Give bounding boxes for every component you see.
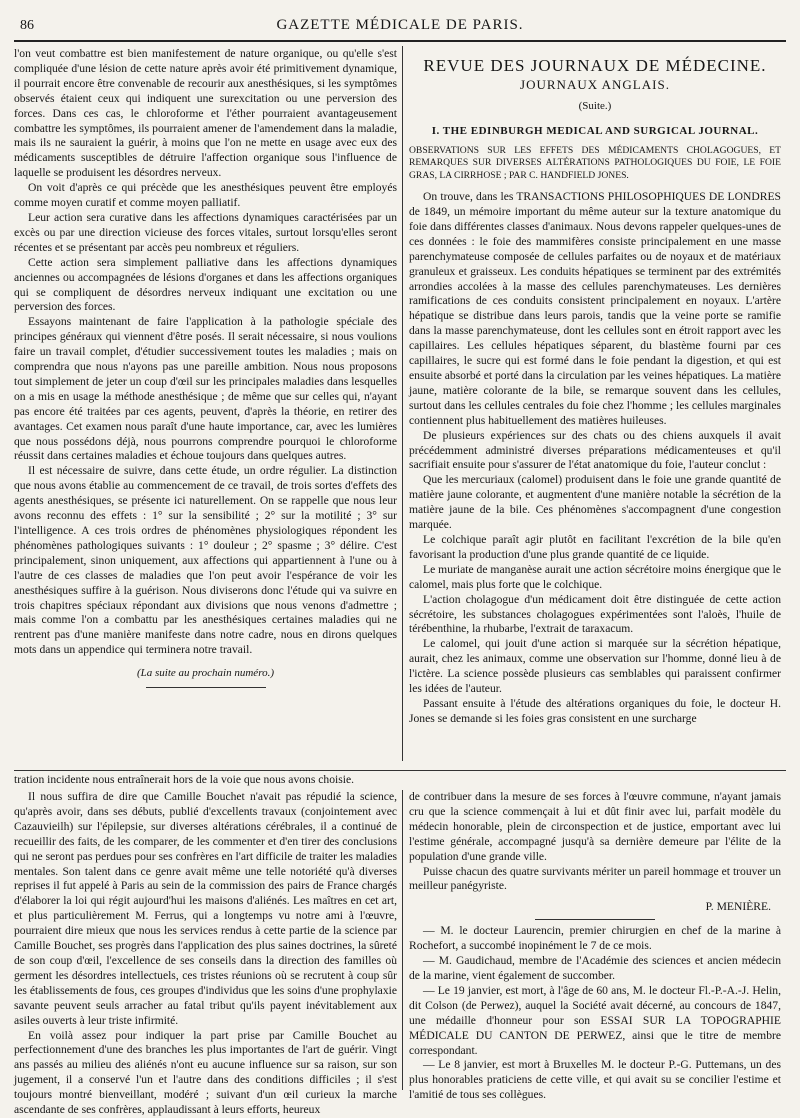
news-item: — M. Gaudichaud, membre de l'Académie des sciences et ancien médecin de la marine, vient également de succomber. [409, 954, 781, 982]
right-column-bottom [409, 790, 781, 1103]
paragraph: Puisse chacun des quatre survivants mériter un pareil hommage et trouver un meilleur panégyriste. [409, 864, 781, 893]
news-item: — M. le docteur Laurencin, premier chirurgien en chef de la marine à Rochefort, a succombé inopinément le 7 de ce mois. [409, 924, 781, 953]
paragraph: Il est nécessaire de suivre, dans cette étude, un ordre régulier. La distinction que nous avons établie au commencement de ce travail, de trois sortes d'effets des agents anesthésiques, se présente ici naturellement. On se rappelle que nous leur avons reconnu des effets : 1° sur la sensibilité ; 2° sur la motilité ; 3° sur l'intelligence. A ces trois ordres de phénomènes physiologiques répondent les phénomènes pathologiques suivants : 1° douleur ; 2° spasme ; 3° délire. C'est principalement, sinon uniquement, aux affections qui appartiennent à l'une ou à l'autre de ces classes de maladies que l'on peut avoir l'espérance de voir les anesthésiques suffire à la guérison. Nous diviserons donc l'étude qui va suivre en trois chapitres spéciaux répondant aux divisions que nous venons d'admettre ; mais comme l'on a combattu par les anesthésiques certaines maladies qui ne rentrent pas d'une manière manifeste dans notre cadre, nous en dirons quelques mots dans un appendice qui terminera notre travail. [14, 464, 397, 657]
paragraph: Cette action sera simplement palliative dans les affections dynamiques anciennes ou accompagnées de lésions d'organes et dans les affections organiques qui se compliquent de désordres nerveux indiquant une excitation ou une perversion des forces. [14, 255, 397, 314]
column-divider-bottom [402, 790, 403, 1090]
page-header [14, 14, 786, 42]
news-item: — Le 8 janvier, est mort à Bruxelles M. le docteur P.-G. Puttemans, un des plus honorables praticiens de cette ville, et qui avait su se concilier l'estime et l'amitié de tous ses collègues. [409, 1058, 781, 1102]
section-divider [14, 770, 786, 771]
paragraph: Que les mercuriaux (calomel) produisent dans le foie une grande quantité de matière jaune colorante, et augmentent d'une manière notable la sécrétion de la matière jaune de la bile. Ces phénomènes s'accompagnent d'une congestion marquée. [409, 473, 781, 532]
paragraph: Essayons maintenant de faire l'application à la pathologie spéciale des principes généraux qui viennent d'être posés. Il serait nécessaire, si nous voulions faire un travail complet, d'étudier successivement toutes les maladies ; mais on comprendra que nous n'ayons pas une pareille ambition. Nous nous proposons tout simplement de jeter un coup d'œil sur les principales maladies dans lesquelles on a mis en usage la méthode anesthésique ; de même que sur celles qui, n'ayant pas encore été traitées par ces agents, peuvent, d'après la théorie, en retirer des avantages. Cet examen nous paraît d'une haute importance, car, avec les lumières que nous possédons déjà, nous pourrons comprendre pourquoi le chloroforme réussit dans certaines maladies et échoue toujours dans quelques autres. [14, 315, 397, 463]
divider [146, 687, 266, 688]
paragraph: Passant ensuite à l'étude des altérations organiques du foie, le docteur H. Jones se demande si les foies gras consistent en une surcharge [409, 696, 781, 725]
paragraph: De plusieurs expériences sur des chats ou des chiens auxquels il avait précédemment administré diverses préparations médicamenteuses et qu'il sacrifiait ensuite pour s'assurer de l'état anatomique du foie, l'auteur conclut : [409, 428, 781, 472]
paragraph: En voilà assez pour indiquer la part prise par Camille Bouchet au perfectionnement d'une des branches les plus importantes de l'art de guérir. Vingt ans passés au milieu des aliénés n'ont eu aucune influence sur sa raison, sur son jugement, il a conservé l'un et l'autre dans des conditions difficiles ; il s'est toujours montré bienveillant, modéré ; suivant d'un œil curieux la marche ascendante de ses confrères, applaudissant à leurs efforts, heureux [14, 1028, 397, 1117]
paragraph: de contribuer dans la mesure de ses forces à l'œuvre commune, n'ayant jamais cru que la science commençait à lui et dût finir avec lui, parfait modèle du médecin honorable, plein de circonspection et de justice, emportant avec lui l'estime générale, accompagné jusqu'à sa dernière demeure par l'élite de la population d'une grande ville. [409, 790, 781, 863]
column-divider [402, 46, 403, 761]
review-subtitle: JOURNAUX ANGLAIS. [520, 76, 670, 92]
signature: P. MENIÈRE. [705, 900, 771, 914]
paragraph: Le calomel, qui jouit d'une action si marquée sur la sécrétion hépatique, aurait, chez les animaux, comme une observation sur l'homme, donné lieu à de l'ictère. La science possède plusieurs cas semblables qui paraissent confirmer les idées de l'auteur. [409, 637, 781, 696]
journal-heading: I. THE EDINBURGH MEDICAL AND SURGICAL JOURNAL. [431, 124, 759, 137]
left-column-top [14, 47, 397, 692]
review-title: REVUE DES JOURNAUX DE MÉDECINE. [423, 56, 767, 75]
paragraph: Il nous suffira de dire que Camille Bouchet n'avait pas répudié la science, qu'après avoir, dans ses débuts, publié d'excellents travaux (conjointement avec Cazauvieilh) sur l'épilepsie, sur diverses altérations cérébrales, il a continué de recueillir des faits, de les comparer, de les commenter et d'en tirer des conclusions qui ne seront pas perdues pour ses confrères en l'art difficile de traiter les maladies mentales. Son talent dans ce genre avait même une telle notoriété qu'à diverses reprises il fut appelé à Paris au sein de la commission des pairs de France chargés d'élaborer la loi qui régit aujourd'hui les maisons d'aliénés. Les maîtres en cet art, et plus particulièrement M. Ferrus, qui a longtemps vu notre ami à l'œuvre, pourraient dire mieux que nous les services rendus à cette partie de la science par Camille Bouchet, ses progrès dans l'application des plus saines doctrines, la sûreté de son coup d'œil, l'excellence de ses conseils dans la direction des familles où germent les désordres intellectuels, ces tristes réunions où se recrutent à coup sûr les établissements de fous, ces groupes d'individus que les soins d'une prophylaxie savante peuvent seuls arracher au fatal tribut qu'ils payent inévitablement aux asiles ouverts à leur triste infirmité. [14, 790, 397, 1027]
paragraph: L'action cholagogue d'un médicament doit être distinguée de cette action sécrétoire, les substances cholagogues expérimentées sont l'aloès, l'huile de térébenthine, la rhubarbe, l'extrait de taraxacum. [409, 592, 781, 636]
paragraph: On trouve, dans les TRANSACTIONS PHILOSOPHIQUES DE LONDRES de 1849, un mémoire important du même auteur sur la texture anatomique du foie dans différentes classes d'animaux. Nous devons rappeler quelques-unes de ces données : le foie des mammifères consiste principalement en une masse parenchymateuse composée de cellules parfaites ou de noyaux et de matériaux granuleux et graisseux. Les conduits hépatiques se terminent par des extrémités arrondies accolées à la masse des cellules parenchymateuses. Les dernières ramifications de ces conduits consistent principalement en noyaux. L'artère hépatique se distribue dans leurs parois, tandis que la veine porte se ramifie dans la masse parenchymateuse, dont les cellules sont en étroit rapport avec les capillaires. Les cellules hépatiques séparent, du blastème fourni par ces capillaires, le sucre qui est formé dans le foie pendant la digestion, et qui est ensuite absorbé et porté dans la circulation par les veines hépatiques. La matière jaune, matière colorante de la bile, se remarque souvent dans les cellules, surtout dans les cellules centrales du foie chez l'homme ; les cellules marginales contiennent plus habituellement des matières huileuses. [409, 190, 781, 427]
right-column-top [409, 47, 781, 727]
article-heading: OBSERVATIONS SUR LES EFFETS DES MÉDICAMENTS CHOLAGOGUES, ET REMARQUES SUR DIVERSES ALTÉRATIONS PATHOLOGIQUES DU FOIE, LE FOIE GRAS, LA CIRRHOSE ; PAR C. HANDFIELD JONES. [409, 144, 781, 181]
paragraph: Le muriate de manganèse aurait une action sécrétoire moins énergique que le calomel, mais plus forte que le colchique. [409, 562, 781, 591]
journal-title: GAZETTE MÉDICALE DE PARIS. [276, 17, 524, 33]
suite-note: (Suite.) [578, 99, 612, 112]
page-number: 86 [20, 18, 34, 33]
news-item: — Le 19 janvier, est mort, à l'âge de 60 ans, M. le docteur Fl.-P.-A.-J. Helin, dit Colson (de Perwez), auquel la Société avait décerné, au concours de 1847, une médaille d'honneur pour son ESSAI SUR LA TOPOGRAPHIE MÉDICALE DU CANTON DE PERWEZ, ainsi que le titre de membre correspondant. [409, 983, 781, 1057]
divider [535, 919, 655, 920]
paragraph: l'on veut combattre est bien manifestement de nature organique, ou qu'elle s'est compliquée d'une lésion de cette nature après avoir été primitivement dynamique, il pourrait encore être convenable de recourir aux anesthésiques, si les symptômes observés étaient ceux qui indiquent une surexcitation ou une perversion des forces. Dans ces cas, le chloroforme et l'éther pourraient avantageusement combattre les symptômes, ils pourraient amener de l'amendement dans la maladie, mais ils ne sauraient la guérir, à moins que l'on ne mette en usage avec eux des médicaments susceptibles de détruire l'affection organique sous l'influence de laquelle se produisent les désordres nerveux. [14, 47, 397, 180]
bottom-band-text: tration incidente nous entraînerait hors de la voie que nous avons choisie. [14, 773, 354, 786]
continued-note: (La suite au prochain numéro.) [137, 667, 274, 680]
paragraph: Le colchique paraît agir plutôt en facilitant l'excrétion de la bile qu'en favorisant la production d'une plus grande quantité de ce liquide. [409, 532, 781, 561]
paragraph: Leur action sera curative dans les affections dynamiques caractérisées par un excès ou par une direction vicieuse des forces vitales, surtout lorsqu'elles seront récentes et se présentant par accès peu nombreux et réguliers. [14, 210, 397, 254]
paragraph: On voit d'après ce qui précède que les anesthésiques peuvent être employés comme moyen curatif et comme moyen palliatif. [14, 181, 397, 210]
left-column-bottom [14, 790, 397, 1118]
